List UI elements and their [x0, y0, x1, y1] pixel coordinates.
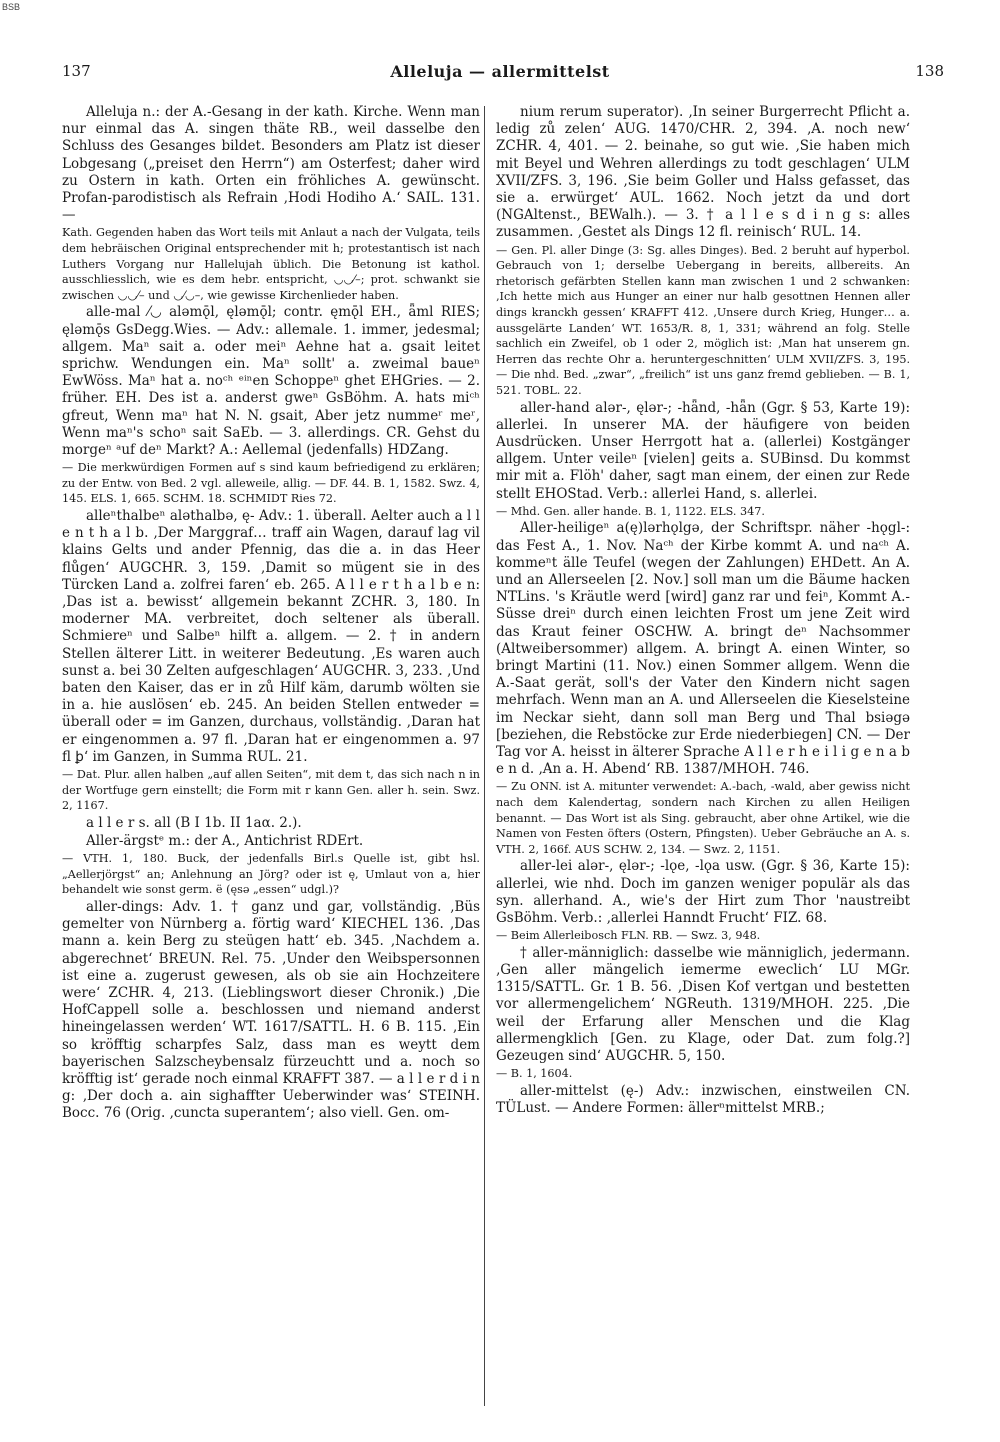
- entry-paragraph: Aller-ärgstᵉ m.: der A., Antichrist RDErt.: [86, 833, 364, 850]
- library-stamp: BSB: [2, 2, 21, 12]
- page-number-right: 138: [915, 62, 944, 80]
- note-paragraph: — Gen. Pl. aller Dinge (3: Sg. alles Dinges). Bed. 2 beruht auf hyperbol. Gebrauch von 1; derselbe Uebergang in bereits, allbereits. An rhetorisch gefärbten Stellen kann man zwischen 1 und 2 schwanken: ‚Ich hette mich aus Hunger an einer nur halb gesottnen Hennen aller dings kranckh gessen‘ KRAFFT 412. ‚Unsere durch Krieg, Hunger… a. aussgelärte Landen‘ WT. 1653/R. 8, 1, 331; während an folg. Stelle sachlich ein Zweifel, ob 1 oder 2, möglich ist: ‚Man hat unserem gn. Herren das rechte Ohr a. heruntergeschnitten‘ ULM XVII/ZFS. 3, 195. — Die nhd. Bed. „zwar“, „freilich“ ist uns ganz fremd geblieben. — B. 1, 521. TOBL. 22.: [496, 243, 910, 397]
- entry-paragraph: Alleluja n.: der A.-Gesang in der kath. Kirche. Wenn man nur einmal das A. singen thäte RB., weil dasselbe den Schluss des Gesanges bildet. Besonders am Platz ist dieser Lobgesang („preiset den Herrn“) am Osterfest; daher wird zu Ostern in kath. Orten ein fröhliches A. gewünscht. Profan-parodistisch als Refrain ‚Hodi Hodiho A.‘ SAIL. 131. —: [62, 104, 480, 224]
- page-number-left: 137: [62, 62, 91, 80]
- entry-paragraph: alle-mal ⁄◡ aləmǭl, ęləmǭl; contr. ęmǭl EH., ǟml RIES; ęləmǭs GsDegg.Wies. — Adv.: allemale. 1. immer, jedesmal; allgem. Maⁿ sait a. oder meiⁿ Aehne hat a. gsait leitet sprichw. Wendungen ein. Maⁿ sollt' a. zweimal baueⁿ EwWöss. Maⁿ hat a. noᶜʰ ᵉⁱⁿen Schoppeⁿ ghet EHGries. — 2. früher. EH. Des ist a. anderst gweⁿ GsBöhm. A. hats miᶜʰ gfreut, Wenn maⁿ hat N. N. gsait, Aber jetz nummeʳ meʳ, Wenn maⁿ's schoⁿ sait SaEb. — 3. allerdings. CR. Gehst du morgeⁿ ᵃuf deⁿ Markt? A.: Aellemal (jedenfalls) HDZang.: [62, 304, 480, 459]
- note-paragraph: — VTH. 1, 180. Buck, der jedenfalls Birl.s Quelle ist, gibt hsl. „Aellerjörgst“ an; Anlehnung an Jörg? oder ist ę, Umlaut von a, hier behandelt wie sonst germ. ë (ęsə „essen“ udgl.)?: [62, 852, 480, 897]
- page-title: Alleluja — allermittelst: [390, 62, 610, 81]
- entry-paragraph: alleⁿthalbeⁿ aləthalbə, ę- Adv.: 1. überall. Aelter auch a l l e n t h a l b. ‚Der Marggraf… traff ain Wagen, darauf lag vil klains Gelts und ander Pfennig, das die a. in das Heer flůgen‘ AUGCHR. 3, 159. ‚Damit so mügent sie in des Türcken Land a. zolfrei faren‘ eb. 265. A l l e r t h a l b e n: ‚Das ist a. bewisst‘ allgemein bekannt ZCHR. 3, 180. In moderner MA. verbreitet, doch seltener als überall. Schmiereⁿ und Salbeⁿ hilft a. allgem. — 2. † in andern Stellen älterer Litt. in weiterer Bedeutung. ‚Es waren auch sunst a. bei 30 Zelten aufgeschlagen‘ AUGCHR. 3, 233. ‚Und baten den Kaiser, das er in zů Hilf käm, darumb wölten sie in a. hie auslösen‘ eb. 245. An beiden Stellen entweder = überall oder = im Ganzen, durchaus, vollständig. ‚Daran hat er eingenommen a. 97 fl. ‚Daran hat er eingenommen a. 97 fl ꝧ‘ im Ganzen, in Summa RUL. 21.: [62, 508, 480, 765]
- note-paragraph: — Dat. Plur. allen halben „auf allen Seiten“, mit dem t, das sich nach n in der Wortfuge gern einstellt; die Form mit r kann Gen. aller h. sein. Swz. 2, 1167.: [62, 768, 480, 813]
- note-paragraph: — Mhd. Gen. aller hande. B. 1, 1122. ELS. 347.: [496, 504, 765, 518]
- entry-paragraph: Aller-heiligeⁿ a(ę)lərhǫlgə, der Schriftspr. näher -hǫgl-: das Fest A., 1. Nov. Naᶜʰ der Kirbe kommt A. und naᶜʰ A. kommeⁿt älle Teufel (wegen der Zahlungen) EHDett. An A. und an Allerseelen [2. Nov.] soll man um die Bäume hacken NTLins. 's Kräutle werd [wird] ganz rar und feiⁿ, Kommt A.-Süsse dreiⁿ durch einen leichten Frost um jene Zeit wird das Kraut feiner OSCHW. A. bringt deⁿ Nachsommer (Altweibersommer) allgem. A. bringt A. einen Winter, so bringt Martini (11. Nov.) einen Sommer allgem. Wenn die A.-Saat gerät, soll's der Vater den Kindern nicht sagen mehrfach. Wenn man an A. und Allerseelen die Kieselsteine im Neckar sieht, dann soll man Berg und Thal bsiəgə [beziehen, die Rebstöcke zur Erde niederbiegen] CN. — Der Tag vor A. heisst in älterer Sprache A l l e r h e i l i g e n a b e n d. ‚An a. H. Abend‘ RB. 1387/MHOH. 746.: [496, 520, 910, 778]
- right-column: [496, 104, 910, 1118]
- entry-paragraph: a l l e r s. all (B I 1b. II 1aα. 2.).: [86, 814, 302, 831]
- entry-paragraph: aller-dings: Adv. 1. † ganz und gar, vollständig. ‚Büs gemelter von Nürnberg a. förtig ward‘ KIECHEL 136. ‚Das mann a. kein Berg zu steügen hatt‘ eb. 345. ‚Nachdem a. abgerechnet‘ BREUN. Rel. 75. ‚Under den Weibspersonnen ist eine a. zugerust gewesen, als ob sie ain Hochzeitere were‘ ZCHR. 4, 213. (Lieblingswort dieser Chronik.) ‚Die HofCappell solle a. beschlossen und niemand anderst hineingelassen werden‘ WT. 1617/SATTL. H. 6 B. 115. ‚Ein so kröfftig scharpfes Salz, dass man es weytt dem bayerischen Salzscheybensalz fürzeuchtt und a. noch so kröfftig ist‘ gerade noch einmal KRAFFT 387. — a l l e r d i n g: ‚Der doch a. ain sighaffter Ueberwinder was‘ STEINH. Bocc. 76 (Orig. ‚cuncta superantem‘; also viell. Gen. om-: [62, 899, 480, 1122]
- entry-paragraph: aller-mittelst (ę-) Adv.: inzwischen, einstweilen CN. TÜLust. — Andere Formen: ällerⁿmittelst MRB.;: [496, 1082, 910, 1117]
- entry-paragraph: nium rerum superator). ‚In seiner Burgerrecht Pflicht a. ledig zů zelen‘ AUG. 1470/CHR. 2, 394. ‚A. noch new‘ ZCHR. 4, 401. — 2. beinahe, so gut wie. ‚Sie haben mich mit Beyel und Wehren allerdings zu todt geschlagen‘ ULM XVII/ZFS. 3, 196. ‚Sie beim Goller und Halss gefasset, das sie a. erwürget‘ AUL. 1662. Noch jetzt da und dort (NGAltenst., BEWalh.). — 3. † a l l e s d i n g s: alles zusammen. ‚Gestet als Dings 12 fl. reinisch‘ RUL. 14.: [496, 104, 910, 241]
- note-paragraph: — Die merkwürdigen Formen auf s sind kaum befriedigend zu erklären; zu der Entw. von Bed. 2 vgl. alleweile, allig. — DF. 44. B. 1, 1582. Swz. 4, 145. ELS. 1, 665. SCHM. 18. SCHMIDT Ries 72.: [62, 461, 480, 506]
- entry-paragraph: aller-lei alər-, ęlər-; -lǫe, -lǫa usw. (Ggr. § 36, Karte 15): allerlei, wie nhd. Doch im ganzen weniger populär als das syn. allerhand. A., wie's der Hirt zum Thor 'naustreibt GsBöhm. Verb.: ‚allerlei Hanndt Frucht‘ FIZ. 68.: [496, 858, 910, 926]
- column-divider: [484, 106, 485, 1406]
- note-paragraph: — Beim Allerleibosch FLN. RB. — Swz. 3, 948.: [496, 929, 761, 943]
- note-paragraph: Kath. Gegenden haben das Wort teils mit Anlaut a nach der Vulgata, teils dem hebräischen Original entsprechender mit h; protestantisch ist nach Luthers Vorgang nur Hallelujah üblich. Die Betonung ist kathol. ausschliesslich, wie es dem hebr. entspricht, ◡◡⁄–; prot. schwankt sie zwischen ◡◡⁄– und ◡⁄◡–, wie gewisse Kirchenlieder haben.: [62, 226, 480, 302]
- note-paragraph: — B. 1, 1604.: [496, 1067, 573, 1081]
- entry-paragraph: † aller-männiglich: dasselbe wie männiglich, jedermann. ‚Gen aller mängelich iemerme eweclich‘ LU MGr. 1315/SATTL. Gr. 1 B. 56. ‚Disen Kof vertgan und bestetten vor allermengelichem‘ NGReuth. 1319/MHOH. 225. ‚Die weil der Erfarung aller Menschen und die Klag allermengklich [Gen. zu Klage, oder Dat. zum folg.?] Gezeugen sind‘ AUGCHR. 5, 150.: [496, 944, 910, 1065]
- note-paragraph: — Zu ONN. ist A. mitunter verwendet: A.-bach, -wald, aber gewiss nicht nach dem Kalendertag, sondern nach Kirchen zu allen Heiligen benannt. — Das Wort ist als Sing. gebraucht, aber ohne Artikel, wie die Namen von Festen öfters (Ostern, Pfingsten). Ueber Gebräuche an A. s. VTH. 2, 166f. AUS SCHW. 2, 134. — Swz. 2, 1151.: [496, 780, 910, 856]
- entry-paragraph: aller-hand alər-, ęlər-; -hǟnd, -hǟn (Ggr. § 53, Karte 19): allerlei. In unserer MA. der häufigere von beiden Ausdrücken. Unser Herrgott hat a. (allerlei) Kostgänger allgem. Unter veileⁿ [vielen] geits a. SUBinsd. Du kommst mir mit a. Flöh' daher, sagt man einem, der einen zur Rede stellt EHOStad. Verb.: allerlei Hand, s. allerlei.: [496, 399, 910, 502]
- left-column: [62, 104, 480, 1124]
